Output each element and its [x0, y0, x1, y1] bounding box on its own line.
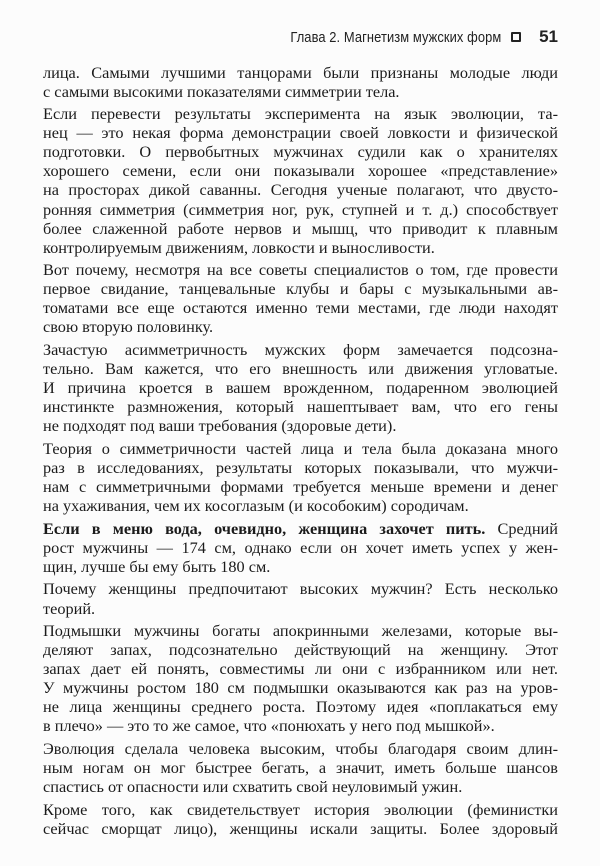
bold-lead-in: Если в меню вода, очевидно, женщина захочет пить. — [43, 518, 486, 538]
text-line: нам с симметричными формами требуется меньше времени и денег — [43, 477, 558, 496]
text-line: ронняя симметрия (симметрия ног, рук, ступней и т. д.) способствует — [43, 199, 558, 219]
text-line: рост мужчины — 174 см, однако если он хочет иметь успех у жен- — [43, 537, 558, 557]
text-line: в плечо» — это то же самое, что «понюхать у него под мышкой». — [43, 716, 495, 736]
square-bullet-icon — [511, 32, 521, 42]
text-line: хорошего семени, если они показывали хорошее «представление» — [43, 161, 558, 181]
text-line: более слаженной работе нервов и мышц, что приводит к плавным — [43, 218, 558, 238]
text-line: первое свидание, танцевальные клубы и бары с музыкальными ав- — [43, 279, 558, 299]
text-line: с самыми высокими показателями симметрии тела. — [43, 81, 400, 101]
text-line: Зачастую асимметричность мужских форм замечается подсозна- — [43, 340, 558, 359]
text-line: деляют запах, подсознательно действующий на женщину. Этот — [43, 640, 558, 660]
text-line: Вот почему, несмотря на все советы специалистов о том, где провести — [43, 260, 558, 280]
text-line: У мужчины ростом 180 см подмышки оказываются как раз на уров- — [43, 678, 558, 698]
text-line: Кроме того, как свидетельствует история эволюции (феминистки — [43, 799, 558, 819]
text-line: Подмышки мужчины богаты апокринными железами, которые вы- — [43, 621, 558, 641]
chapter-title: Глава 2. Магнетизм мужских форм — [290, 28, 502, 46]
text-line: Если перевести результаты эксперимента на язык эволюции, та- — [43, 104, 558, 124]
text-line: Теория о симметричности частей лица и тела была доказана много — [43, 438, 558, 458]
page-number: 51 — [539, 27, 558, 46]
text-line: на просторах дикой саванны. Сегодня ученые полагают, что двусто- — [43, 180, 558, 200]
text-line: не лица женщины среднего роста. Поэтому идея «поплакаться ему — [43, 697, 558, 717]
text-line: нец — это некая форма демонстрации своей ловкости и физической — [43, 123, 558, 143]
text-run: Средний — [485, 518, 558, 538]
text-line: инстинкте размножения, который нашептывает вам, что его гены — [43, 397, 558, 417]
text-line: запах дает ей понять, совместимы ли они с избранником или нет. — [43, 659, 558, 679]
text-line: Почему женщины предпочитают высоких мужчин? Есть несколько — [43, 579, 558, 599]
text-line: ным ногам он мог быстрее бегать, а значит, иметь больше шансов — [43, 758, 558, 777]
text-line: сейчас сморщат лицо), женщины искали защиты. Более здоровый — [43, 818, 558, 838]
text-line: щин, лучше бы ему быть 180 см. — [43, 556, 271, 576]
text-line: раз в исследованиях, результаты которых показывали, что мужчи- — [43, 457, 558, 477]
text-line: тельно. Вам кажется, что его внешность или движения угловатые. — [43, 359, 558, 379]
text-line: И причина кроется в вашем врожденном, подаренном эволюцией — [43, 378, 558, 398]
text-line: подготовки. О первобытных мужчинах судили как о хранителях — [43, 142, 558, 162]
text-line: свою вторую половинку. — [43, 317, 214, 337]
text-line: Эволюция сделала человека высоким, чтобы благодаря своим длин- — [43, 739, 558, 758]
text-line: лица. Самыми лучшими танцорами были признаны молодые люди — [43, 62, 558, 82]
text-line: контролируемым движениям, ловкости и выносливости. — [43, 237, 435, 257]
text-line: теорий. — [43, 598, 96, 618]
text-line: томатами все еще остаются именно теми местами, где люди находят — [43, 298, 558, 318]
text-line — [43, 519, 558, 538]
text-line: спастись от опасности или схватить свой неуловимый ужин. — [43, 777, 463, 797]
text-line: на ухаживания, чем их косоглазым (и кособоким) сородичам. — [43, 496, 469, 515]
text-line: не подходят под ваши требования (здоровые дети). — [43, 416, 397, 436]
running-header — [256, 26, 558, 48]
